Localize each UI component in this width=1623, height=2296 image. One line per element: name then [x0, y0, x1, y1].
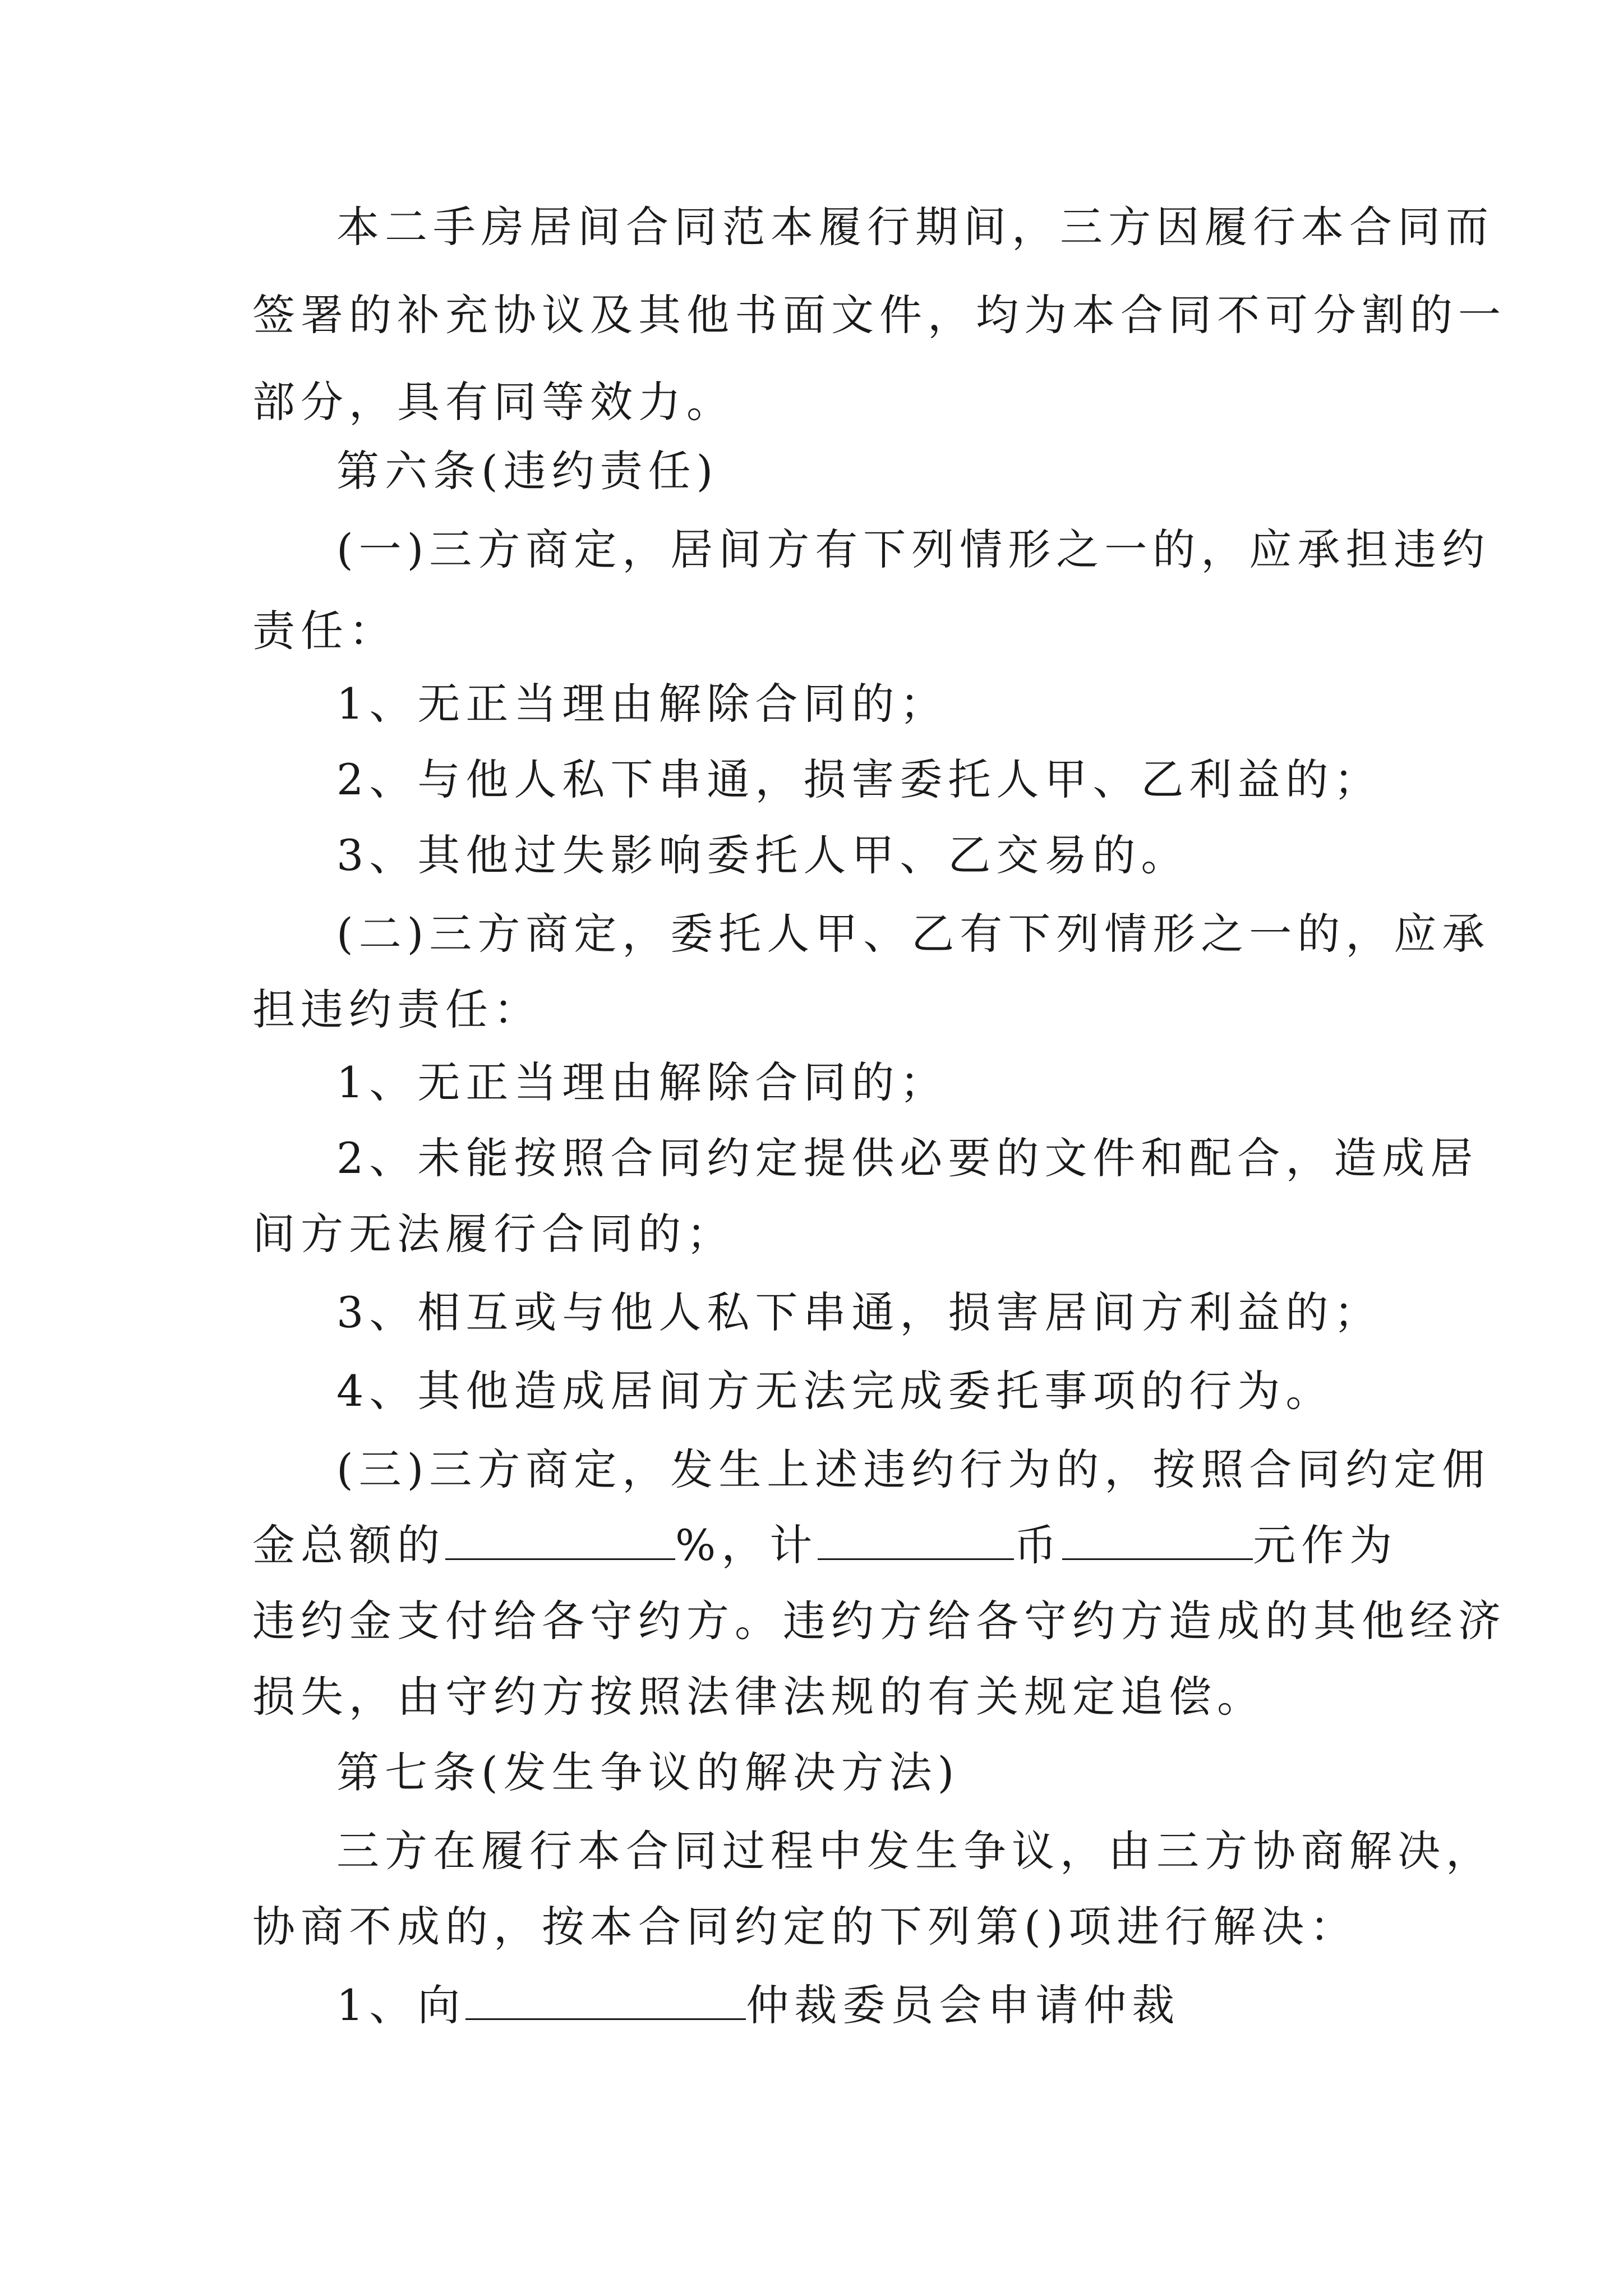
- list-item: 1、无正当理由解除合同的；: [336, 1057, 948, 1107]
- arbitration-text-1: 1、向: [336, 1980, 466, 2030]
- penalty-text-2: %，计: [675, 1520, 818, 1570]
- amount-blank-field[interactable]: [818, 1518, 1014, 1560]
- penalty-text-4: 元作为: [1253, 1520, 1398, 1570]
- paragraph-line: 担违约责任：: [252, 984, 542, 1034]
- paragraph-line: (二)三方商定，委托人甲、乙有下列情形之一的，应承: [336, 909, 1491, 959]
- paragraph-line: 三方在履行本合同过程中发生争议，由三方协商解决，: [336, 1826, 1494, 1876]
- list-item: 3、相互或与他人私下串通，损害居间方利益的；: [336, 1287, 1382, 1337]
- paragraph-line: 责任：: [252, 606, 397, 656]
- list-item: 3、其他过失影响委托人甲、乙交易的。: [336, 830, 1189, 880]
- arbitration-committee-blank-field[interactable]: [465, 1978, 746, 2020]
- penalty-text-1: 金总额的: [252, 1520, 445, 1570]
- article-heading: 第六条(违约责任): [336, 446, 719, 496]
- paragraph-line: (三)三方商定，发生上述违约行为的，按照合同约定佣: [336, 1444, 1491, 1494]
- penalty-line: [252, 1517, 1398, 1573]
- percent-blank-field[interactable]: [445, 1518, 675, 1560]
- paragraph-line: 间方无法履行合同的；: [252, 1209, 735, 1259]
- article-heading: 第七条(发生争议的解决方法): [336, 1747, 960, 1797]
- paragraph-line: 协商不成的，按本合同约定的下列第()项进行解决：: [252, 1902, 1358, 1952]
- paragraph-line: (一)三方商定，居间方有下列情形之一的，应承担违约: [336, 524, 1491, 574]
- paragraph-line: 签署的补充协议及其他书面文件，均为本合同不可分割的一: [252, 290, 1506, 340]
- currency-amount-blank-field[interactable]: [1062, 1518, 1253, 1560]
- penalty-text-3: 币: [1014, 1520, 1063, 1570]
- paragraph-line: 部分，具有同等效力。: [252, 377, 735, 427]
- paragraph-line: 损失，由守约方按照法律法规的有关规定追偿。: [252, 1672, 1265, 1722]
- list-item: 1、无正当理由解除合同的；: [336, 679, 948, 729]
- list-item: 2、与他人私下串通，损害委托人甲、乙利益的；: [336, 754, 1382, 804]
- arbitration-text-2: 仲裁委员会申请仲裁: [746, 1980, 1181, 2030]
- paragraph-line: 本二手房居间合同范本履行期间，三方因履行本合同而: [336, 202, 1494, 252]
- arbitration-line: [336, 1977, 1385, 2033]
- paragraph-line: 违约金支付给各守约方。违约方给各守约方造成的其他经济: [252, 1596, 1506, 1646]
- list-item: 4、其他造成居间方无法完成委托事项的行为。: [336, 1366, 1334, 1416]
- list-item: 2、未能按照合同约定提供必要的文件和配合，造成居: [336, 1133, 1479, 1183]
